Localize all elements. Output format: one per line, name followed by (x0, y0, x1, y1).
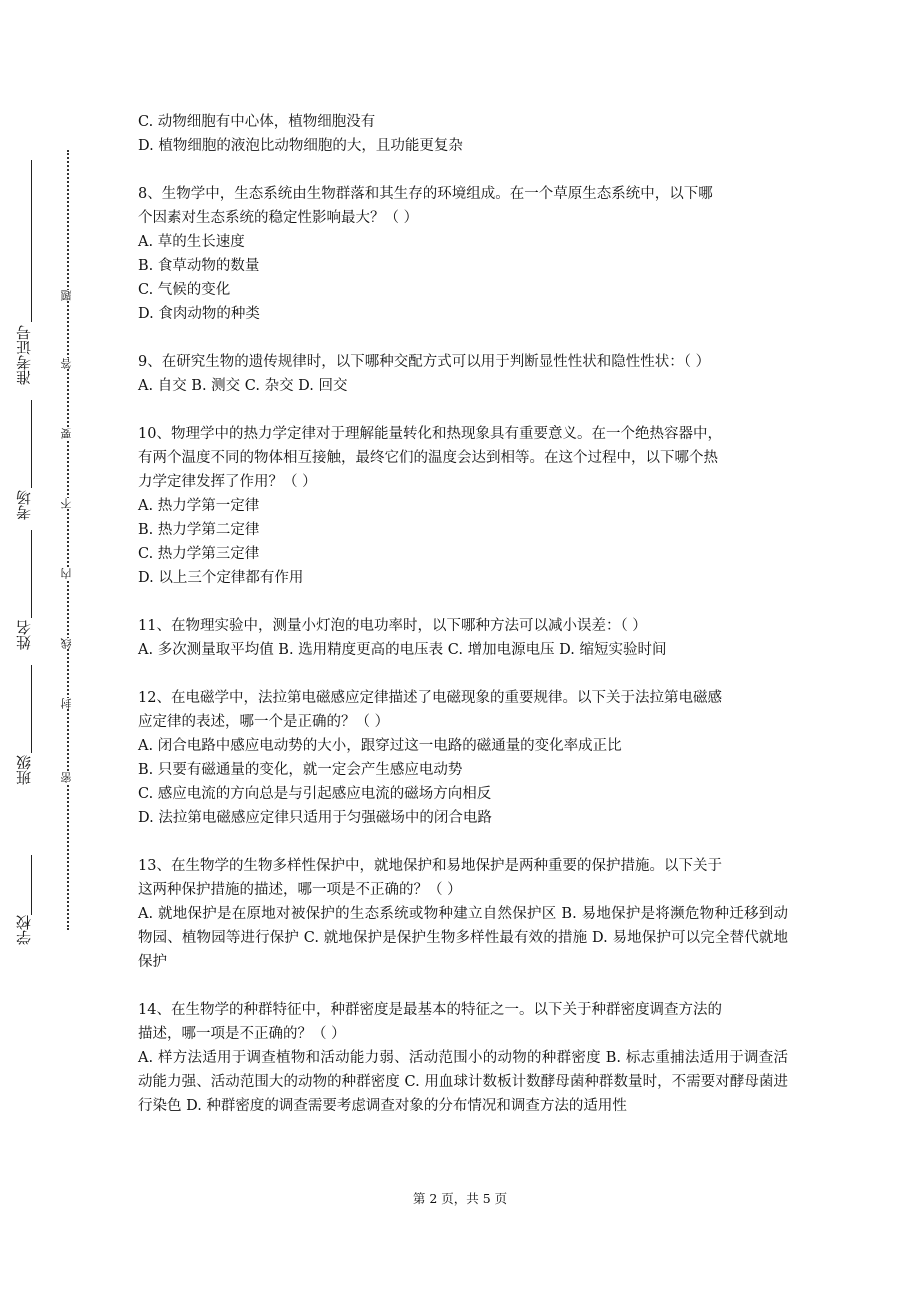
option: D. 食肉动物的种类 (138, 306, 260, 322)
option: C. 热力学第三定律 (138, 546, 260, 562)
question-stem: 9、在研究生物的遗传规律时，以下哪种交配方式可以用于判断显性性状和隐性性状：（ ） (138, 354, 711, 370)
option: A. 自交 B. 测交 C. 杂交 D. 回交 (138, 378, 348, 394)
options-paragraph: A. 样方法适用于调查植物和活动能力弱、活动范围小的动物的种群密度 B. 标志重捕法适用于调查活动能力强、活动范围大的动物的种群密度 C. 用血球计数板计数酵母菌种群数量时，不需要对酵母菌进行染色 D. 种群密度的调查需要考虑调查对象的分布情况和调查方法的适用性 (138, 1050, 788, 1114)
seal-char: 线 (60, 638, 76, 649)
question-stem: 10、物理学中的热力学定律对于理解能量转化和热现象具有重要意义。在一个绝热容器中， (138, 426, 722, 442)
seal-char: 密 (60, 772, 76, 783)
option: D. 植物细胞的液泡比动物细胞的大，且功能更复杂 (138, 138, 463, 154)
class-label: 班级 (15, 755, 33, 785)
ticket-number-underline (31, 160, 32, 322)
school-underline (31, 855, 32, 915)
question-stem: 8、生物学中，生态系统由生物群落和其生存的环境组成。在一个草原生态系统中，以下哪 (138, 186, 713, 202)
question-stem: 力学定律发挥了作用？（ ） (138, 474, 317, 490)
option: C. 气候的变化 (138, 282, 231, 298)
option: C. 感应电流的方向总是与引起感应电流的磁场方向相反 (138, 786, 492, 802)
school-label: 学校 (15, 915, 33, 945)
seal-char: 内 (60, 568, 76, 579)
question-13 (138, 854, 788, 974)
binding-margin (0, 0, 130, 1302)
question-10 (138, 422, 788, 590)
question-stem: 这两种保护措施的描述，哪一项是不正确的？（ ） (138, 882, 462, 898)
options-paragraph: A. 就地保护是在原地对被保护的生态系统或物种建立自然保护区 B. 易地保护是将濒危物种迁移到动物园、植物园等进行保护 C. 就地保护是保护生物多样性最有效的措施 D. 易地保护可以完全替代就地保护 (138, 906, 788, 970)
question-stem: 13、在生物学的生物多样性保护中，就地保护和易地保护是两种重要的保护措施。以下关于 (138, 858, 722, 874)
option: D. 以上三个定律都有作用 (138, 570, 304, 586)
seal-char: 不 (60, 498, 76, 509)
option: A. 热力学第一定律 (138, 498, 260, 514)
question-stem: 11、在物理实验中，测量小灯泡的电功率时，以下哪种方法可以减小误差：（ ） (138, 618, 647, 634)
option: B. 只要有磁通量的变化，就一定会产生感应电动势 (138, 762, 463, 778)
option: B. 食草动物的数量 (138, 258, 260, 274)
question-12 (138, 686, 788, 830)
exam-room-underline (31, 400, 32, 488)
exam-room-label: 考场 (15, 490, 33, 520)
question-stem: 12、在电磁学中，法拉第电磁感应定律描述了电磁现象的重要规律。以下关于法拉第电磁感 (138, 690, 722, 706)
question-stem: 应定律的表述，哪一个是正确的？（ ） (138, 714, 390, 730)
question-14 (138, 998, 788, 1118)
option: A. 闭合电路中感应电动势的大小，跟穿过这一电路的磁通量的变化率成正比 (138, 738, 622, 754)
exam-content (138, 110, 788, 1142)
seal-char: 封 (60, 698, 76, 709)
question-8 (138, 182, 788, 326)
question-9 (138, 350, 788, 398)
prev-question-options (138, 110, 788, 158)
option: D. 法拉第电磁感应定律只适用于匀强磁场中的闭合电路 (138, 810, 492, 826)
option: A. 多次测量取平均值 B. 选用精度更高的电压表 C. 增加电源电压 D. 缩短实验时间 (138, 642, 667, 658)
page-footer: 第 2 页，共 5 页 (412, 1191, 508, 1206)
question-11 (138, 614, 788, 662)
option: B. 热力学第二定律 (138, 522, 260, 538)
option: C. 动物细胞有中心体，植物细胞没有 (138, 114, 376, 130)
seal-line (60, 150, 76, 930)
question-stem: 描述，哪一项是不正确的？（ ） (138, 1026, 346, 1042)
seal-char: 题 (60, 290, 76, 301)
name-underline (31, 530, 32, 618)
class-underline (31, 665, 32, 753)
name-label: 姓名 (15, 620, 33, 650)
option: A. 草的生长速度 (138, 234, 245, 250)
question-stem: 有两个温度不同的物体相互接触，最终它们的温度会达到相等。在这个过程中，以下哪个热 (138, 450, 718, 466)
seal-char: 答 (60, 358, 76, 369)
seal-dotted-line (67, 150, 69, 930)
question-stem: 14、在生物学的种群特征中，种群密度是最基本的特征之一。以下关于种群密度调查方法的 (138, 1002, 722, 1018)
seal-char: 要 (60, 428, 76, 439)
ticket-number-label: 准考证号 (15, 325, 33, 385)
question-stem: 个因素对生态系统的稳定性影响最大？（ ） (138, 210, 419, 226)
